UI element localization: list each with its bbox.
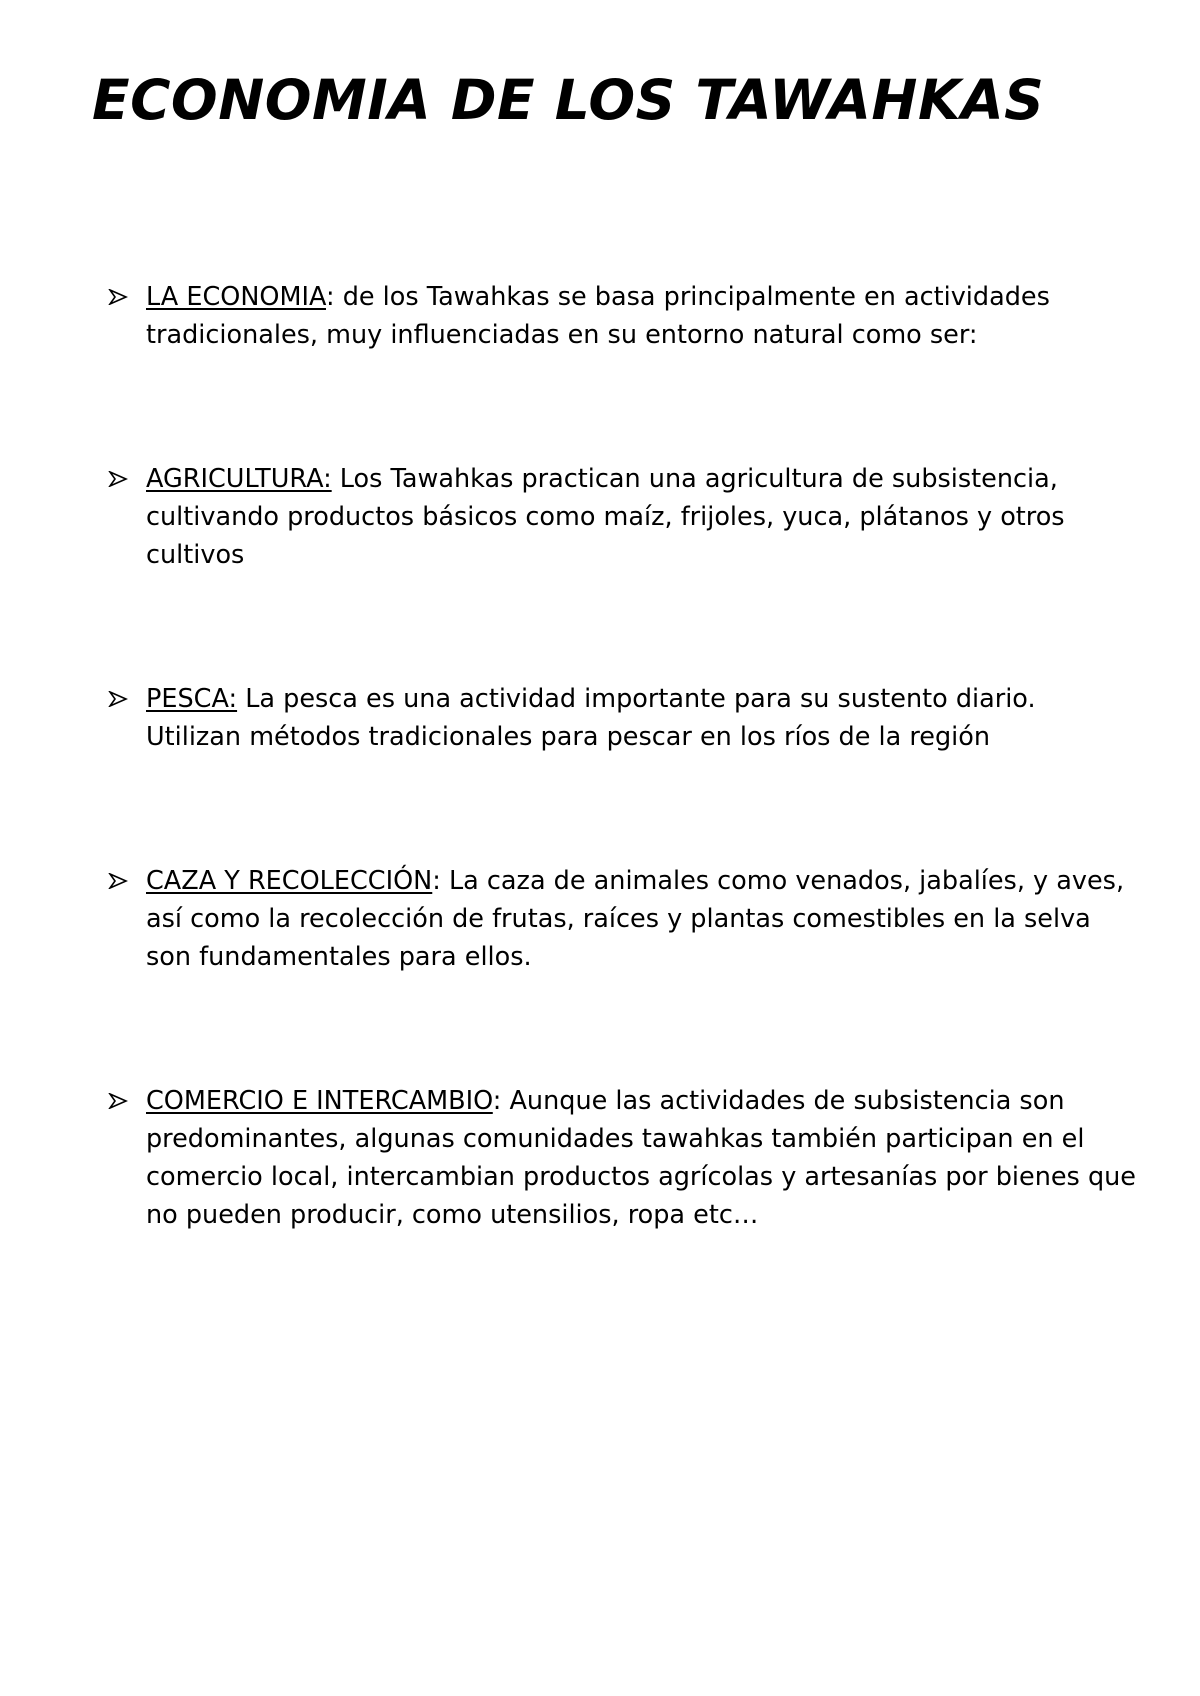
- item-text: La caza de animales como venados, jabalíes, y aves, así como la recolección de frutas, raíces y plantas comestibles en la selva son fundamentales para ellos.: [146, 866, 1125, 972]
- item-label: LA ECONOMIA: [146, 282, 326, 312]
- arrowhead-bullet-icon: [108, 691, 128, 707]
- item-separator: :: [432, 866, 449, 896]
- item-separator: [237, 684, 245, 714]
- item-separator: [332, 464, 340, 494]
- item-label: COMERCIO E INTERCAMBIO: [146, 1086, 493, 1116]
- item-text: Los Tawahkas practican una agricultura de subsistencia, cultivando productos básicos como maíz, frijoles, yuca, plátanos y otros cultivos: [146, 464, 1065, 570]
- item-label: AGRICULTURA:: [146, 464, 332, 494]
- item-text: de los Tawahkas se basa principalmente en actividades tradicionales, muy influenciadas en su entorno natural como ser:: [146, 282, 1050, 350]
- item-text: La pesca es una actividad importante para su sustento diario. Utilizan métodos tradicionales para pescar en los ríos de la región: [146, 684, 1036, 752]
- arrowhead-bullet-icon: [108, 289, 128, 305]
- item-label: PESCA:: [146, 684, 238, 714]
- item-separator: :: [326, 282, 343, 312]
- arrowhead-bullet-icon: [108, 471, 128, 487]
- document-title: ECONOMIA DE LOS TAWAHKAS: [92, 68, 1045, 132]
- list-item: [108, 1082, 1138, 1234]
- item-label: CAZA Y RECOLECCIÓN: [146, 866, 433, 896]
- item-separator: :: [492, 1086, 510, 1116]
- list-item: [108, 460, 1138, 574]
- item-text: Aunque las actividades de subsistencia son predominantes, algunas comunidades tawahkas también participan en el comercio local, intercambian productos agrícolas y artesanías por bienes que no pueden producir, como utensilios, ropa etc…: [146, 1086, 1136, 1230]
- arrowhead-bullet-icon: [108, 873, 128, 889]
- list-item: [108, 278, 1138, 354]
- economy-list: [108, 278, 1138, 1234]
- arrowhead-bullet-icon: [108, 1093, 128, 1109]
- list-item: [108, 862, 1138, 976]
- list-item: [108, 680, 1138, 756]
